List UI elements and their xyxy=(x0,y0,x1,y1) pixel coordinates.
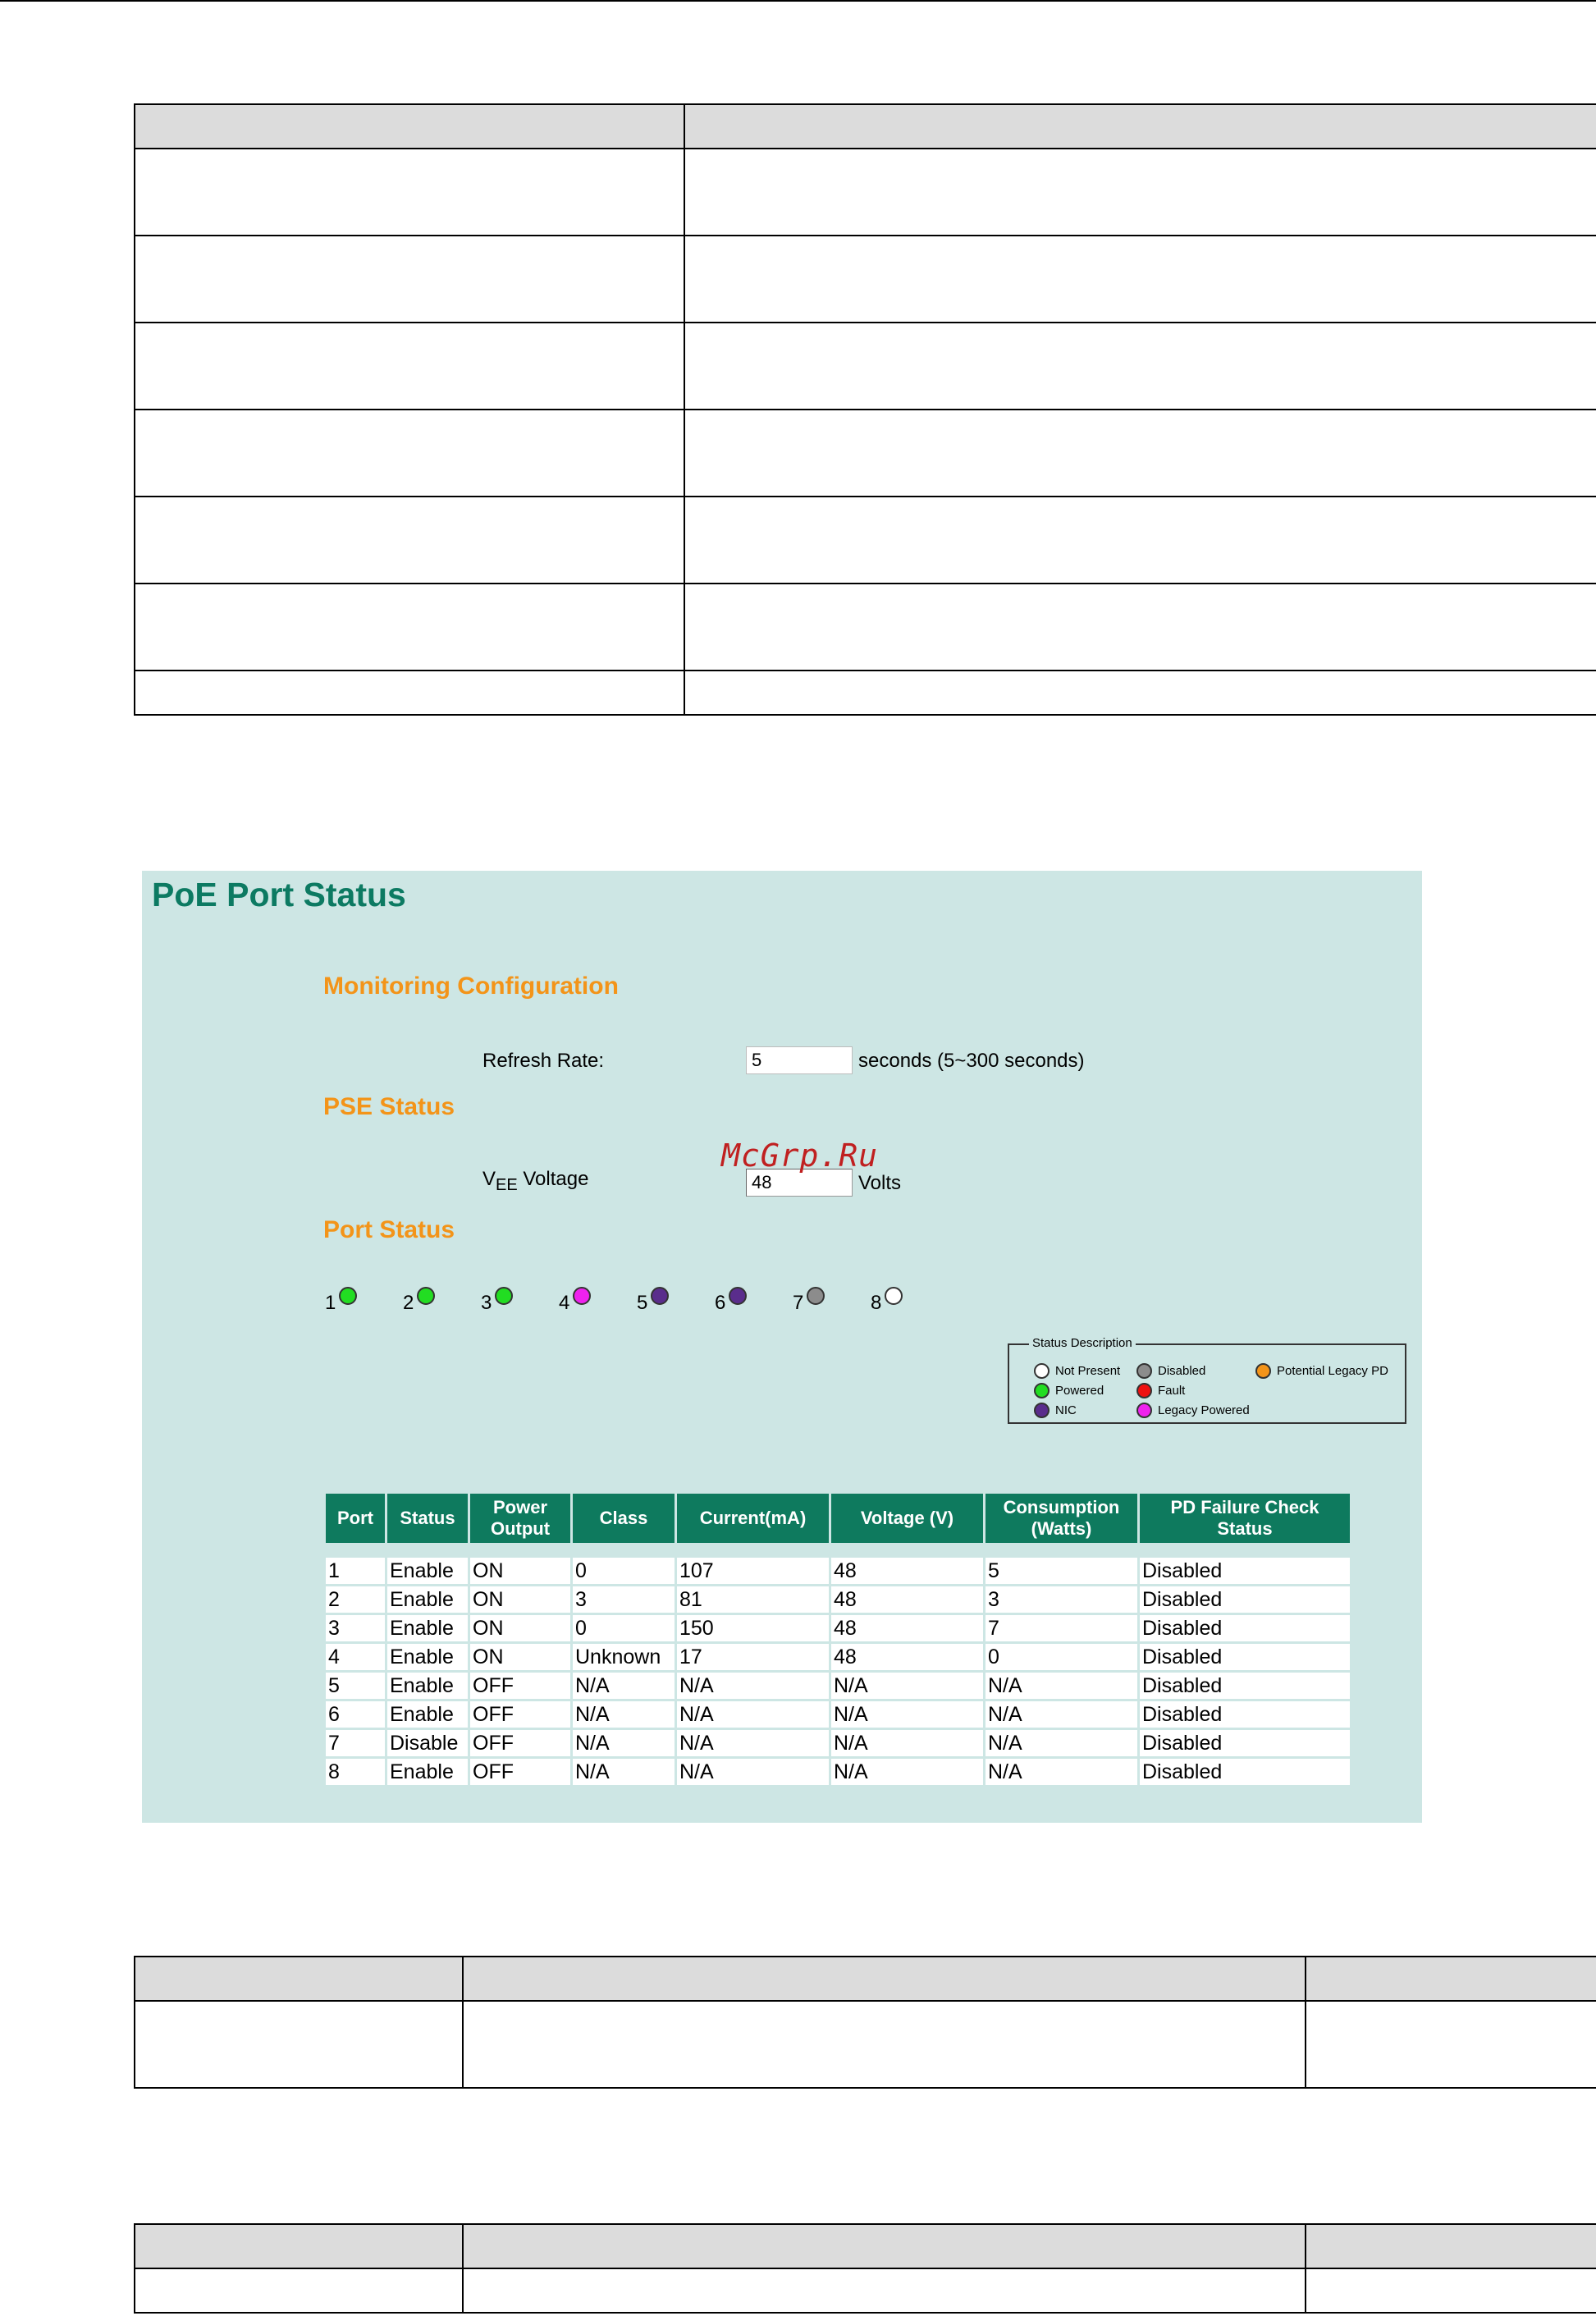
table-cell: N/A xyxy=(573,1673,675,1699)
column-header xyxy=(573,1494,675,1543)
table-cell: N/A xyxy=(573,1759,675,1785)
column-header-text: Output xyxy=(490,1518,551,1539)
table-row xyxy=(326,1615,1350,1641)
legend-label: Potential Legacy PD xyxy=(1277,1364,1388,1378)
refresh-rate-unit: seconds (5~300 seconds) xyxy=(858,1050,1085,1072)
table-cell: OFF xyxy=(470,1759,570,1785)
page-title: PoE Port Status xyxy=(152,876,406,913)
table-row xyxy=(326,1759,1350,1785)
vee-v: V xyxy=(482,1168,496,1190)
table-cell: 6 xyxy=(326,1701,385,1728)
table-cell: N/A xyxy=(831,1701,983,1728)
legend-label: Disabled xyxy=(1158,1364,1206,1378)
table-cell: N/A xyxy=(985,1759,1137,1785)
table-cell: N/A xyxy=(677,1759,829,1785)
table-cell: N/A xyxy=(985,1730,1137,1756)
table-header-row xyxy=(135,1957,1596,2001)
table-cell: 81 xyxy=(677,1586,829,1613)
column-header-text: Consumption xyxy=(1003,1497,1120,1517)
table-cell: Disable xyxy=(387,1730,468,1756)
port-indicator-number: 7 xyxy=(793,1292,804,1314)
table-row xyxy=(135,671,1596,715)
table-row xyxy=(135,149,1596,236)
column-header xyxy=(677,1494,829,1543)
table-cell: Enable xyxy=(387,1759,468,1785)
column-header xyxy=(326,1494,385,1543)
vee-voltage-text: Voltage xyxy=(517,1168,589,1190)
table-cell: Disabled xyxy=(1140,1673,1350,1699)
table-row xyxy=(326,1558,1350,1584)
table-cell: Disabled xyxy=(1140,1586,1350,1613)
legend-status-icon xyxy=(1136,1383,1152,1398)
table-cell: 4 xyxy=(326,1644,385,1670)
table-cell: Enable xyxy=(387,1586,468,1613)
table-row xyxy=(135,236,1596,323)
table-cell: 48 xyxy=(831,1558,983,1584)
table-cell: N/A xyxy=(677,1730,829,1756)
port-status-led-icon xyxy=(885,1287,903,1305)
port-table-header xyxy=(326,1494,1350,1543)
table-cell: 48 xyxy=(831,1615,983,1641)
table-cell: Disabled xyxy=(1140,1730,1350,1756)
table-row xyxy=(135,584,1596,671)
refresh-rate-input[interactable]: 5 xyxy=(746,1046,853,1074)
table-cell: ON xyxy=(470,1644,570,1670)
doc-table-bottom xyxy=(134,2223,1596,2314)
table-cell: OFF xyxy=(470,1701,570,1728)
table-cell: 48 xyxy=(831,1644,983,1670)
table-spacer xyxy=(326,1545,1350,1555)
column-header xyxy=(1140,1494,1350,1543)
table-cell: 0 xyxy=(985,1644,1137,1670)
table-row xyxy=(326,1701,1350,1728)
table-cell: 7 xyxy=(326,1730,385,1756)
monitoring-config-heading: Monitoring Configuration xyxy=(323,973,619,1000)
doc-table-top xyxy=(134,103,1596,716)
table-cell: N/A xyxy=(831,1730,983,1756)
table-row xyxy=(135,323,1596,410)
port-indicator-number: 6 xyxy=(715,1292,726,1314)
table-cell: 3 xyxy=(573,1586,675,1613)
table-cell: Disabled xyxy=(1140,1615,1350,1641)
port-indicator-number: 1 xyxy=(325,1292,336,1314)
column-header-text: Current(mA) xyxy=(699,1508,807,1528)
legend-label: Legacy Powered xyxy=(1158,1403,1250,1417)
table-cell: 2 xyxy=(326,1586,385,1613)
table-row xyxy=(326,1586,1350,1613)
vee-voltage-unit: Volts xyxy=(858,1172,902,1194)
table-cell: N/A xyxy=(677,1701,829,1728)
table-cell: 3 xyxy=(326,1615,385,1641)
port-table-body xyxy=(326,1545,1350,1785)
column-header-text: Status xyxy=(1217,1518,1273,1539)
page-top-rule xyxy=(0,0,1596,2)
table-cell: Disabled xyxy=(1140,1558,1350,1584)
port-status-led-icon xyxy=(495,1287,513,1305)
legend-status-icon xyxy=(1034,1383,1050,1398)
legend-status-icon xyxy=(1255,1363,1271,1379)
table-cell: 8 xyxy=(326,1759,385,1785)
port-indicator-number: 2 xyxy=(403,1292,414,1314)
column-header xyxy=(387,1494,468,1543)
table-cell: 5 xyxy=(985,1558,1137,1584)
port-status-led-icon xyxy=(339,1287,357,1305)
vee-voltage-field: 48 xyxy=(746,1169,853,1197)
column-header-text: PD Failure Check xyxy=(1170,1497,1319,1517)
table-cell: ON xyxy=(470,1558,570,1584)
table-cell: 107 xyxy=(677,1558,829,1584)
table-cell: N/A xyxy=(831,1759,983,1785)
table-row xyxy=(135,2268,1596,2313)
port-status-led-icon xyxy=(651,1287,669,1305)
table-cell: Disabled xyxy=(1140,1701,1350,1728)
table-cell: Disabled xyxy=(1140,1644,1350,1670)
column-header-text: Port xyxy=(337,1508,373,1528)
refresh-rate-label: Refresh Rate: xyxy=(482,1050,605,1072)
table-cell: 3 xyxy=(985,1586,1137,1613)
table-cell: Enable xyxy=(387,1673,468,1699)
port-status-led-icon xyxy=(417,1287,435,1305)
legend-status-icon xyxy=(1136,1403,1152,1418)
column-header-text: Status xyxy=(400,1508,455,1528)
table-cell: Disabled xyxy=(1140,1759,1350,1785)
table-cell: Enable xyxy=(387,1644,468,1670)
vee-subscript: EE xyxy=(496,1176,518,1194)
table-cell: 5 xyxy=(326,1673,385,1699)
table-cell: OFF xyxy=(470,1730,570,1756)
table-cell: Enable xyxy=(387,1701,468,1728)
table-row xyxy=(135,410,1596,497)
table-header-row xyxy=(135,104,1596,149)
column-header xyxy=(470,1494,570,1543)
legend-status-icon xyxy=(1034,1363,1050,1379)
legend-label: Fault xyxy=(1158,1384,1186,1398)
legend-label: NIC xyxy=(1055,1403,1077,1417)
table-cell: 7 xyxy=(985,1615,1137,1641)
table-cell: ON xyxy=(470,1586,570,1613)
table-header-row xyxy=(135,2224,1596,2268)
table-cell: OFF xyxy=(470,1673,570,1699)
table-cell: 150 xyxy=(677,1615,829,1641)
column-header-text: Power xyxy=(492,1497,548,1517)
poe-port-status-panel xyxy=(142,871,1422,1823)
legend-label: Not Present xyxy=(1055,1364,1121,1378)
table-cell: N/A xyxy=(985,1701,1137,1728)
port-status-led-icon xyxy=(729,1287,747,1305)
table-cell: 17 xyxy=(677,1644,829,1670)
table-row xyxy=(326,1730,1350,1756)
legend-status-icon xyxy=(1136,1363,1152,1379)
column-header xyxy=(831,1494,983,1543)
table-row xyxy=(326,1673,1350,1699)
port-indicator-number: 5 xyxy=(637,1292,648,1314)
table-row xyxy=(135,497,1596,584)
port-status-led-icon xyxy=(573,1287,591,1305)
watermark: McGrp.Ru xyxy=(721,1137,879,1174)
port-indicator-number: 4 xyxy=(559,1292,570,1314)
pse-status-heading: PSE Status xyxy=(323,1093,455,1120)
table-cell: 1 xyxy=(326,1558,385,1584)
vee-voltage-label xyxy=(482,1168,588,1195)
table-cell: ON xyxy=(470,1615,570,1641)
port-status-led-icon xyxy=(807,1287,825,1305)
table-cell: N/A xyxy=(573,1730,675,1756)
port-indicator-number: 3 xyxy=(481,1292,492,1314)
column-header xyxy=(985,1494,1137,1543)
doc-table-middle xyxy=(134,1956,1596,2089)
port-indicator-number: 8 xyxy=(871,1292,882,1314)
table-cell: 0 xyxy=(573,1615,675,1641)
table-cell: N/A xyxy=(985,1673,1137,1699)
table-cell: N/A xyxy=(677,1673,829,1699)
table-cell: Enable xyxy=(387,1615,468,1641)
table-row xyxy=(326,1644,1350,1670)
table-cell: 0 xyxy=(573,1558,675,1584)
column-header-text: (Watts) xyxy=(1031,1518,1092,1539)
table-cell: N/A xyxy=(831,1673,983,1699)
table-cell: Unknown xyxy=(573,1644,675,1670)
port-status-heading: Port Status xyxy=(323,1216,455,1243)
column-header-text: Voltage (V) xyxy=(860,1508,954,1528)
column-header-text: Class xyxy=(599,1508,648,1528)
table-cell: 48 xyxy=(831,1586,983,1613)
port-status-table xyxy=(323,1491,1352,1787)
legend-status-icon xyxy=(1034,1403,1050,1418)
legend-label: Powered xyxy=(1055,1384,1104,1398)
table-row xyxy=(135,2001,1596,2088)
status-legend xyxy=(1008,1336,1406,1424)
table-cell: N/A xyxy=(573,1701,675,1728)
table-cell: Enable xyxy=(387,1558,468,1584)
legend-title: Status Description xyxy=(1029,1336,1136,1350)
